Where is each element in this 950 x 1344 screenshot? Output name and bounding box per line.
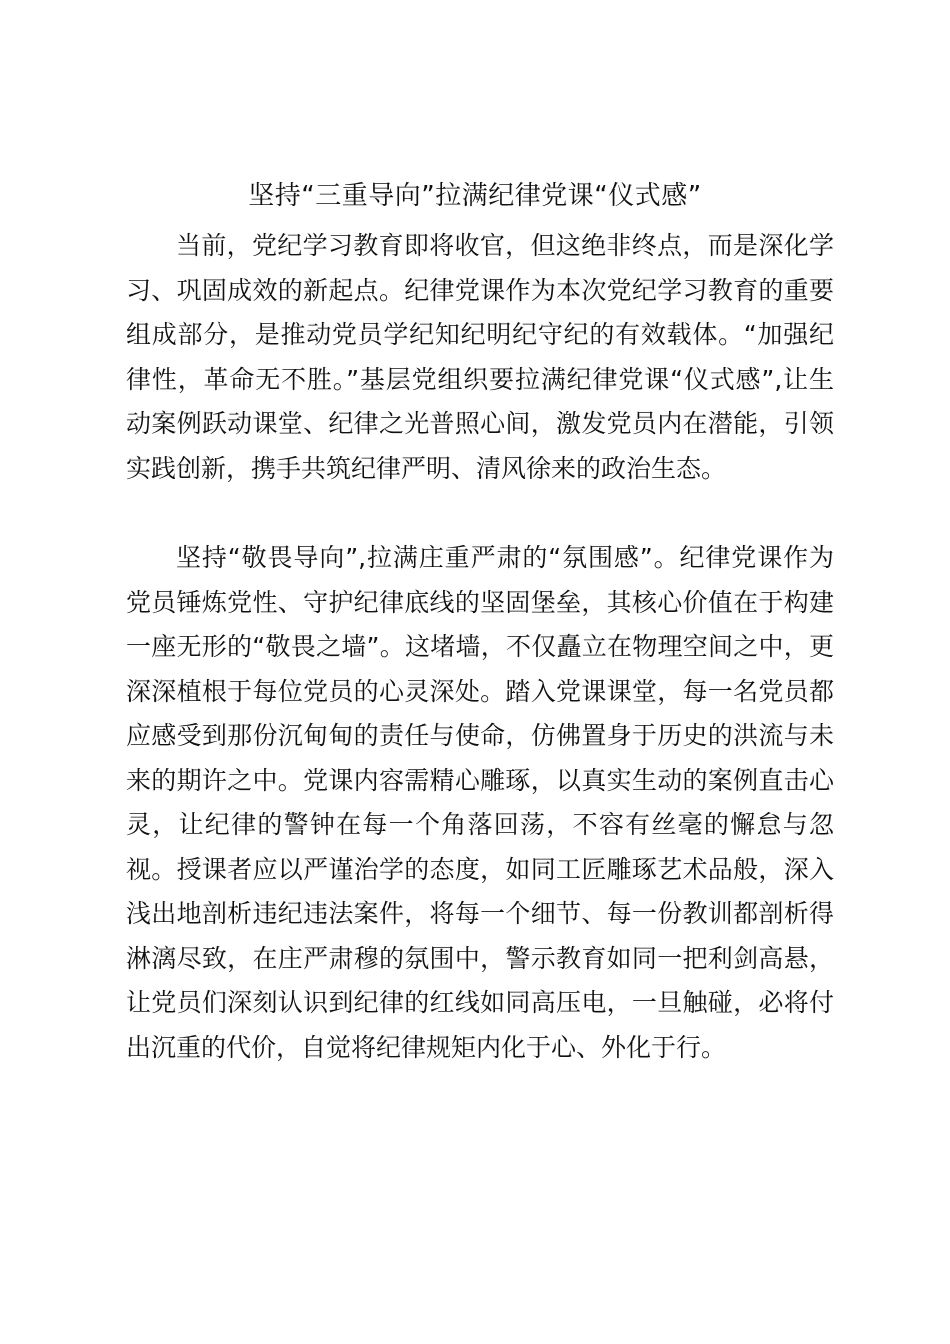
document-title: 坚持“三重导向”拉满纪律党课“仪式感”: [248, 181, 702, 211]
paragraph-intro: 当前，党纪学习教育即将收官，但这绝非终点，而是深化学习、巩固成效的新起点。纪律党课作为本次党纪学习教育的重要组成部分，是推动党员学纪知纪明纪守纪的有效载体。“加强纪律性，革命无不胜。”基层党组织要拉满纪律党课“仪式感”,让生动案例跃动课堂、纪律之光普照心间，激发党员内在潜能，引领实践创新，携手共筑纪律严明、清风徐来的政治生态。: [126, 231, 834, 483]
paragraph-reverence-orientation: 坚持“敬畏导向”,拉满庄重严肃的“氛围感”。纪律党课作为党员锤炼党性、守护纪律底线的坚固堡垒，其核心价值在于构建一座无形的“敬畏之墙”。这堵墙，不仅矗立在物理空间之中，更深深植根于每位党员的心灵深处。踏入党课课堂，每一名党员都应感受到那份沉甸甸的责任与使命，仿佛置身于历史的洪流与未来的期许之中。党课内容需精心雕琢，以真实生动的案例直击心灵，让纪律的警钟在每一个角落回荡，不容有丝毫的懈怠与忽视。授课者应以严谨治学的态度，如同工匠雕琢艺术品般，深入浅出地剖析违纪违法案件，将每一个细节、每一份教训都剖析得淋漓尽致，在庄严肃穆的氛围中，警示教育如同一把利剑高悬，让党员们深刻认识到纪律的红线如同高压电，一旦触碰，必将付出沉重的代价，自觉将纪律规矩内化于心、外化于行。: [126, 543, 834, 1062]
